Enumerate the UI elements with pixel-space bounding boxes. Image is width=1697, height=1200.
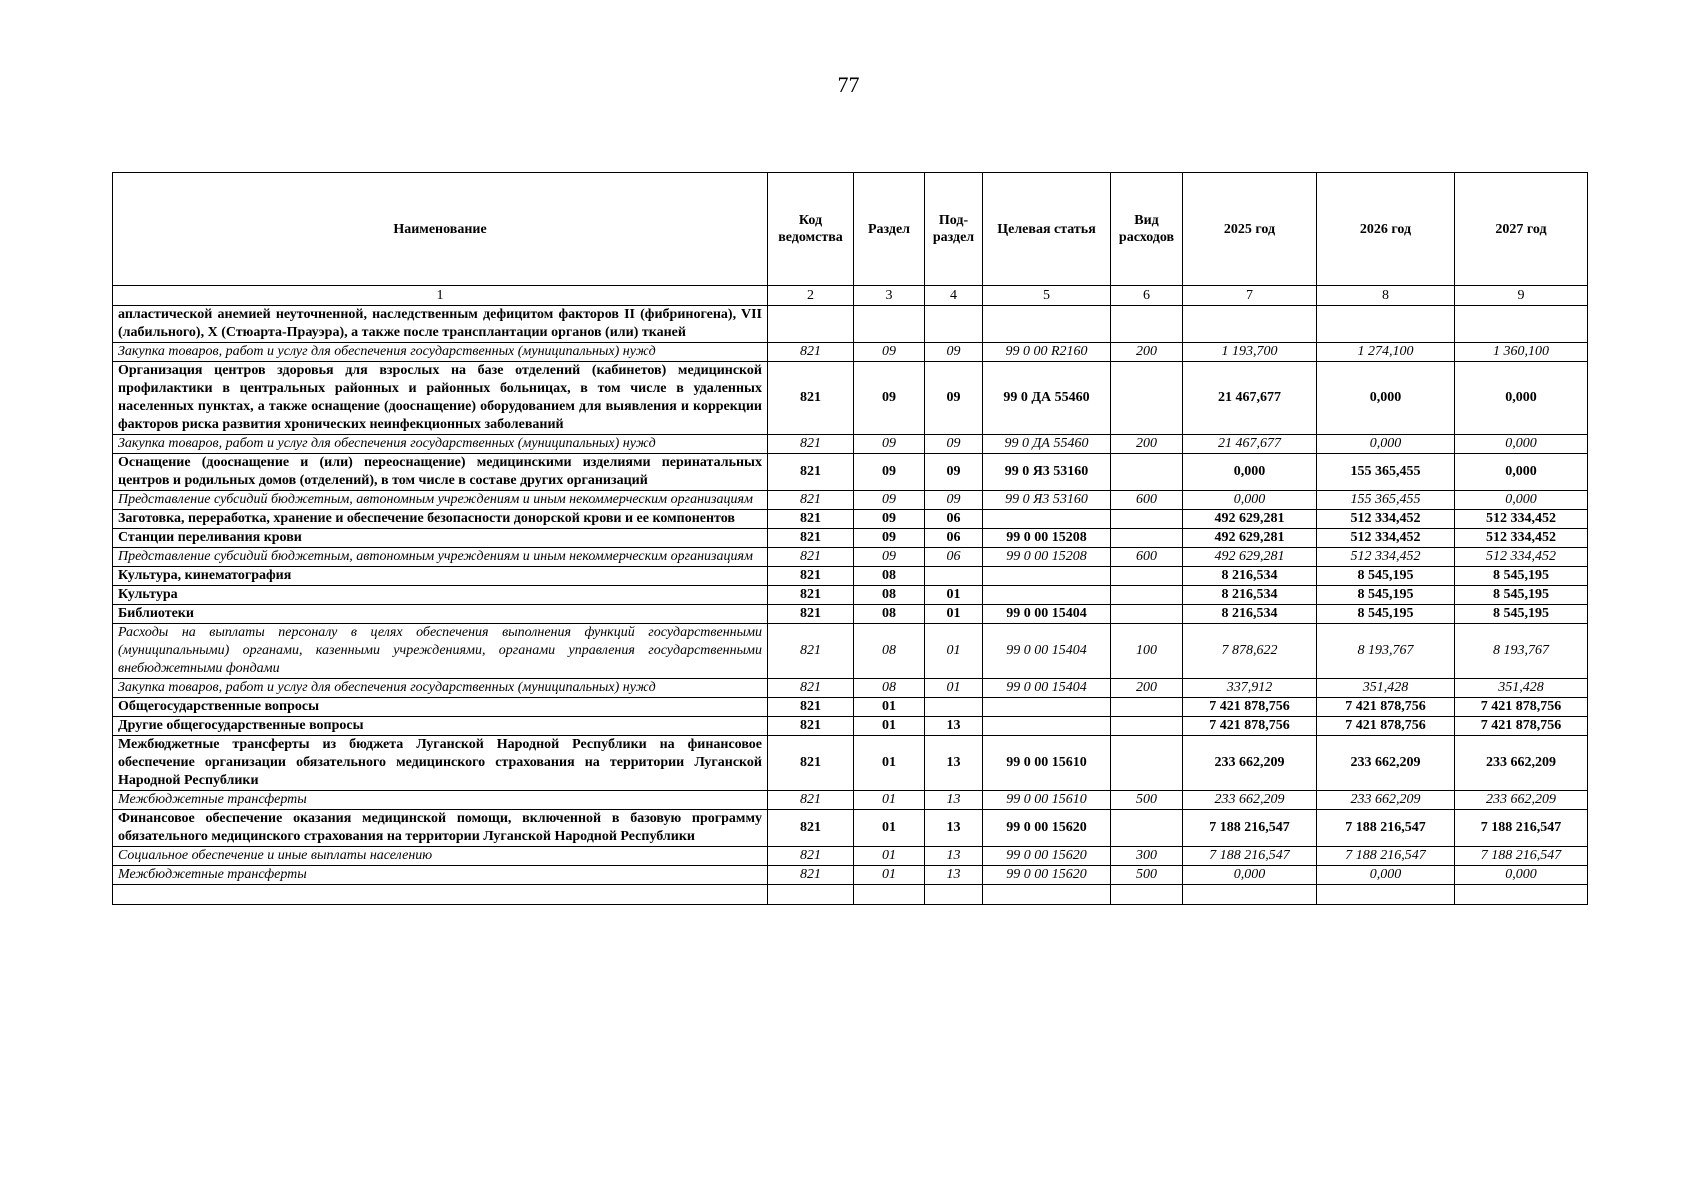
table-row — [113, 362, 1588, 435]
table-row — [113, 529, 1588, 548]
column-number: 7 — [1183, 286, 1317, 306]
section-cell: 09 — [854, 454, 925, 491]
amount-2027-cell — [1455, 306, 1588, 343]
expense-type-cell: 600 — [1111, 491, 1183, 510]
amount-2025-cell: 0,000 — [1183, 454, 1317, 491]
section-cell: 09 — [854, 362, 925, 435]
target-item-cell: 99 0 Я3 53160 — [983, 491, 1111, 510]
expense-type-cell — [1111, 510, 1183, 529]
target-item-cell: 99 0 00 15208 — [983, 529, 1111, 548]
expense-type-cell: 200 — [1111, 679, 1183, 698]
section-cell: 09 — [854, 491, 925, 510]
subsection-cell: 01 — [925, 624, 983, 679]
amount-2025-cell: 7 188 216,547 — [1183, 810, 1317, 847]
row-name-cell: Культура — [113, 586, 768, 605]
table-row — [113, 847, 1588, 866]
amount-2026-cell: 7 421 878,756 — [1317, 698, 1455, 717]
table-row — [113, 736, 1588, 791]
amount-2027-cell: 512 334,452 — [1455, 548, 1588, 567]
header-name: Наименование — [113, 173, 768, 286]
department-code-cell — [768, 885, 854, 905]
table-row — [113, 567, 1588, 586]
section-cell — [854, 306, 925, 343]
department-code-cell: 821 — [768, 343, 854, 362]
column-number: 8 — [1317, 286, 1455, 306]
department-code-cell: 821 — [768, 548, 854, 567]
table-row — [113, 343, 1588, 362]
department-code-cell: 821 — [768, 454, 854, 491]
amount-2025-cell — [1183, 885, 1317, 905]
table-row — [113, 810, 1588, 847]
expense-type-cell: 200 — [1111, 435, 1183, 454]
amount-2027-cell: 512 334,452 — [1455, 529, 1588, 548]
amount-2026-cell: 8 545,195 — [1317, 605, 1455, 624]
section-cell: 01 — [854, 866, 925, 885]
subsection-cell: 06 — [925, 510, 983, 529]
amount-2027-cell: 8 545,195 — [1455, 605, 1588, 624]
amount-2025-cell: 492 629,281 — [1183, 510, 1317, 529]
header-subsection: Под-раздел — [925, 173, 983, 286]
table-row — [113, 605, 1588, 624]
department-code-cell: 821 — [768, 491, 854, 510]
subsection-cell: 09 — [925, 343, 983, 362]
target-item-cell — [983, 567, 1111, 586]
amount-2027-cell: 7 188 216,547 — [1455, 847, 1588, 866]
table-row — [113, 866, 1588, 885]
subsection-cell: 06 — [925, 529, 983, 548]
subsection-cell — [925, 306, 983, 343]
subsection-cell: 13 — [925, 736, 983, 791]
target-item-cell: 99 0 00 R2160 — [983, 343, 1111, 362]
amount-2026-cell: 8 545,195 — [1317, 586, 1455, 605]
subsection-cell: 01 — [925, 586, 983, 605]
department-code-cell: 821 — [768, 605, 854, 624]
budget-table — [112, 172, 1588, 905]
amount-2026-cell: 155 365,455 — [1317, 454, 1455, 491]
amount-2026-cell — [1317, 306, 1455, 343]
target-item-cell: 99 0 00 15404 — [983, 679, 1111, 698]
subsection-cell: 09 — [925, 454, 983, 491]
target-item-cell: 99 0 00 15610 — [983, 736, 1111, 791]
expense-type-cell — [1111, 885, 1183, 905]
amount-2026-cell: 512 334,452 — [1317, 529, 1455, 548]
table-header-row — [113, 173, 1588, 286]
expense-type-cell — [1111, 717, 1183, 736]
row-name-cell: Финансовое обеспечение оказания медицинской помощи, включенной в базовую программу обязательного медицинского страхования на территории Луганской Народной Республики — [113, 810, 768, 847]
amount-2026-cell: 233 662,209 — [1317, 791, 1455, 810]
amount-2025-cell: 7 878,622 — [1183, 624, 1317, 679]
amount-2027-cell: 7 421 878,756 — [1455, 698, 1588, 717]
amount-2026-cell — [1317, 885, 1455, 905]
amount-2026-cell: 8 545,195 — [1317, 567, 1455, 586]
section-cell: 08 — [854, 679, 925, 698]
target-item-cell: 99 0 00 15610 — [983, 791, 1111, 810]
row-name-cell: Закупка товаров, работ и услуг для обеспечения государственных (муниципальных) нужд — [113, 435, 768, 454]
row-name-cell: Заготовка, переработка, хранение и обеспечение безопасности донорской крови и ее компонентов — [113, 510, 768, 529]
section-cell: 09 — [854, 529, 925, 548]
subsection-cell: 13 — [925, 717, 983, 736]
expense-type-cell: 600 — [1111, 548, 1183, 567]
table-row — [113, 454, 1588, 491]
expense-type-cell: 500 — [1111, 866, 1183, 885]
table-row — [113, 791, 1588, 810]
department-code-cell: 821 — [768, 510, 854, 529]
amount-2027-cell: 8 545,195 — [1455, 586, 1588, 605]
column-number: 4 — [925, 286, 983, 306]
department-code-cell: 821 — [768, 866, 854, 885]
department-code-cell: 821 — [768, 791, 854, 810]
column-number: 9 — [1455, 286, 1588, 306]
amount-2026-cell: 7 421 878,756 — [1317, 717, 1455, 736]
row-name-cell — [113, 885, 768, 905]
amount-2025-cell — [1183, 306, 1317, 343]
target-item-cell — [983, 586, 1111, 605]
amount-2026-cell: 0,000 — [1317, 362, 1455, 435]
amount-2025-cell: 0,000 — [1183, 866, 1317, 885]
expense-type-cell: 100 — [1111, 624, 1183, 679]
expense-type-cell — [1111, 529, 1183, 548]
amount-2027-cell: 233 662,209 — [1455, 791, 1588, 810]
table-row — [113, 435, 1588, 454]
row-name-cell: Закупка товаров, работ и услуг для обеспечения государственных (муниципальных) нужд — [113, 343, 768, 362]
row-name-cell: Оснащение (дооснащение и (или) переоснащение) медицинскими изделиями перинатальных центров и родильных домов (отделений), в том числе в составе других организаций — [113, 454, 768, 491]
target-item-cell — [983, 885, 1111, 905]
amount-2025-cell: 7 421 878,756 — [1183, 698, 1317, 717]
amount-2026-cell: 1 274,100 — [1317, 343, 1455, 362]
header-year-2025: 2025 год — [1183, 173, 1317, 286]
amount-2026-cell: 7 188 216,547 — [1317, 847, 1455, 866]
table-row — [113, 548, 1588, 567]
expense-type-cell — [1111, 698, 1183, 717]
row-name-cell: апластической анемией неуточненной, наследственным дефицитом факторов II (фибриногена), VII (лабильного), X (Стюарта-Прауэра), а также после трансплантации органов (или) тканей — [113, 306, 768, 343]
target-item-cell — [983, 306, 1111, 343]
subsection-cell — [925, 885, 983, 905]
subsection-cell: 06 — [925, 548, 983, 567]
section-cell: 01 — [854, 717, 925, 736]
department-code-cell: 821 — [768, 586, 854, 605]
subsection-cell: 13 — [925, 847, 983, 866]
amount-2027-cell: 351,428 — [1455, 679, 1588, 698]
department-code-cell: 821 — [768, 529, 854, 548]
table-row — [113, 624, 1588, 679]
table-row — [113, 586, 1588, 605]
amount-2027-cell: 1 360,100 — [1455, 343, 1588, 362]
expense-type-cell: 500 — [1111, 791, 1183, 810]
expense-type-cell — [1111, 567, 1183, 586]
target-item-cell: 99 0 Я3 53160 — [983, 454, 1111, 491]
page-number: 77 — [837, 72, 860, 97]
row-name-cell: Библиотеки — [113, 605, 768, 624]
amount-2026-cell: 8 193,767 — [1317, 624, 1455, 679]
expense-type-cell: 300 — [1111, 847, 1183, 866]
section-cell: 01 — [854, 736, 925, 791]
amount-2025-cell: 7 188 216,547 — [1183, 847, 1317, 866]
section-cell: 01 — [854, 791, 925, 810]
target-item-cell: 99 0 00 15620 — [983, 866, 1111, 885]
section-cell: 09 — [854, 548, 925, 567]
amount-2027-cell: 7 188 216,547 — [1455, 810, 1588, 847]
target-item-cell — [983, 698, 1111, 717]
amount-2027-cell — [1455, 885, 1588, 905]
department-code-cell — [768, 306, 854, 343]
amount-2026-cell: 512 334,452 — [1317, 548, 1455, 567]
row-name-cell: Другие общегосударственные вопросы — [113, 717, 768, 736]
target-item-cell: 99 0 00 15620 — [983, 810, 1111, 847]
header-year-2027: 2027 год — [1455, 173, 1588, 286]
amount-2025-cell: 8 216,534 — [1183, 605, 1317, 624]
amount-2027-cell: 7 421 878,756 — [1455, 717, 1588, 736]
section-cell: 01 — [854, 810, 925, 847]
amount-2025-cell: 8 216,534 — [1183, 567, 1317, 586]
row-name-cell: Закупка товаров, работ и услуг для обеспечения государственных (муниципальных) нужд — [113, 679, 768, 698]
section-cell: 09 — [854, 435, 925, 454]
department-code-cell: 821 — [768, 362, 854, 435]
amount-2027-cell: 233 662,209 — [1455, 736, 1588, 791]
amount-2025-cell: 337,912 — [1183, 679, 1317, 698]
header-expense-type: Вид расходов — [1111, 173, 1183, 286]
target-item-cell — [983, 510, 1111, 529]
expense-type-cell — [1111, 454, 1183, 491]
expense-type-cell — [1111, 810, 1183, 847]
subsection-cell: 01 — [925, 679, 983, 698]
amount-2027-cell: 8 545,195 — [1455, 567, 1588, 586]
department-code-cell: 821 — [768, 435, 854, 454]
row-name-cell: Межбюджетные трансферты — [113, 866, 768, 885]
column-number: 5 — [983, 286, 1111, 306]
amount-2025-cell: 21 467,677 — [1183, 435, 1317, 454]
amount-2027-cell: 8 193,767 — [1455, 624, 1588, 679]
row-name-cell: Организация центров здоровья для взрослых на базе отделений (кабинетов) медицинской профилактики в центральных районных и районных больницах, в том числе в удаленных населенных пунктах, а также оснащение (дооснащение) оборудованием для выявления и коррекции факторов риска развития хронических неинфекционных заболеваний — [113, 362, 768, 435]
column-number: 6 — [1111, 286, 1183, 306]
header-department-code: Код ведомства — [768, 173, 854, 286]
section-cell: 01 — [854, 847, 925, 866]
amount-2025-cell: 492 629,281 — [1183, 548, 1317, 567]
subsection-cell: 09 — [925, 362, 983, 435]
row-name-cell: Станции переливания крови — [113, 529, 768, 548]
department-code-cell: 821 — [768, 810, 854, 847]
expense-type-cell — [1111, 736, 1183, 791]
department-code-cell: 821 — [768, 679, 854, 698]
column-number: 1 — [113, 286, 768, 306]
table-body — [113, 286, 1588, 905]
row-name-cell: Межбюджетные трансферты — [113, 791, 768, 810]
amount-2025-cell: 8 216,534 — [1183, 586, 1317, 605]
row-name-cell: Культура, кинематография — [113, 567, 768, 586]
row-name-cell: Расходы на выплаты персоналу в целях обеспечения выполнения функций государственными (муниципальными) органами, казенными учреждениями, органами управления государственными внебюджетными фондами — [113, 624, 768, 679]
table-row — [113, 491, 1588, 510]
target-item-cell: 99 0 00 15404 — [983, 605, 1111, 624]
table-row — [113, 306, 1588, 343]
subsection-cell: 01 — [925, 605, 983, 624]
amount-2026-cell: 351,428 — [1317, 679, 1455, 698]
section-cell: 08 — [854, 624, 925, 679]
row-name-cell: Социальное обеспечение и иные выплаты населению — [113, 847, 768, 866]
amount-2026-cell: 155 365,455 — [1317, 491, 1455, 510]
row-name-cell: Межбюджетные трансферты из бюджета Луганской Народной Республики на финансовое обеспечение организации обязательного медицинского страхования на территории Луганской Народной Республики — [113, 736, 768, 791]
amount-2027-cell: 0,000 — [1455, 435, 1588, 454]
department-code-cell: 821 — [768, 736, 854, 791]
target-item-cell: 99 0 ДА 55460 — [983, 362, 1111, 435]
table-row — [113, 717, 1588, 736]
amount-2026-cell: 0,000 — [1317, 866, 1455, 885]
amount-2026-cell: 512 334,452 — [1317, 510, 1455, 529]
department-code-cell: 821 — [768, 717, 854, 736]
subsection-cell: 13 — [925, 791, 983, 810]
target-item-cell: 99 0 00 15404 — [983, 624, 1111, 679]
row-name-cell: Представление субсидий бюджетным, автономным учреждениям и иным некоммерческим организациям — [113, 491, 768, 510]
subsection-cell: 13 — [925, 810, 983, 847]
amount-2027-cell: 512 334,452 — [1455, 510, 1588, 529]
amount-2025-cell: 492 629,281 — [1183, 529, 1317, 548]
table-row — [113, 679, 1588, 698]
department-code-cell: 821 — [768, 698, 854, 717]
column-number: 2 — [768, 286, 854, 306]
row-name-cell: Общегосударственные вопросы — [113, 698, 768, 717]
amount-2025-cell: 21 467,677 — [1183, 362, 1317, 435]
amount-2025-cell: 1 193,700 — [1183, 343, 1317, 362]
column-number: 3 — [854, 286, 925, 306]
department-code-cell: 821 — [768, 624, 854, 679]
expense-type-cell — [1111, 605, 1183, 624]
amount-2025-cell: 233 662,209 — [1183, 791, 1317, 810]
table-row — [113, 698, 1588, 717]
section-cell: 08 — [854, 586, 925, 605]
amount-2026-cell: 7 188 216,547 — [1317, 810, 1455, 847]
table-row — [113, 510, 1588, 529]
subsection-cell — [925, 698, 983, 717]
expense-type-cell — [1111, 586, 1183, 605]
expense-type-cell — [1111, 362, 1183, 435]
section-cell: 09 — [854, 343, 925, 362]
amount-2026-cell: 0,000 — [1317, 435, 1455, 454]
section-cell: 09 — [854, 510, 925, 529]
expense-type-cell — [1111, 306, 1183, 343]
section-cell: 08 — [854, 605, 925, 624]
header-year-2026: 2026 год — [1317, 173, 1455, 286]
column-number-row — [113, 286, 1588, 306]
expense-type-cell: 200 — [1111, 343, 1183, 362]
department-code-cell: 821 — [768, 567, 854, 586]
table-row — [113, 885, 1588, 905]
amount-2025-cell: 7 421 878,756 — [1183, 717, 1317, 736]
target-item-cell: 99 0 ДА 55460 — [983, 435, 1111, 454]
amount-2027-cell: 0,000 — [1455, 454, 1588, 491]
section-cell: 01 — [854, 698, 925, 717]
subsection-cell: 09 — [925, 435, 983, 454]
subsection-cell: 09 — [925, 491, 983, 510]
amount-2027-cell: 0,000 — [1455, 866, 1588, 885]
amount-2027-cell: 0,000 — [1455, 491, 1588, 510]
amount-2026-cell: 233 662,209 — [1317, 736, 1455, 791]
header-section: Раздел — [854, 173, 925, 286]
section-cell: 08 — [854, 567, 925, 586]
target-item-cell: 99 0 00 15620 — [983, 847, 1111, 866]
subsection-cell: 13 — [925, 866, 983, 885]
amount-2025-cell: 233 662,209 — [1183, 736, 1317, 791]
section-cell — [854, 885, 925, 905]
amount-2027-cell: 0,000 — [1455, 362, 1588, 435]
row-name-cell: Представление субсидий бюджетным, автономным учреждениям и иным некоммерческим организациям — [113, 548, 768, 567]
department-code-cell: 821 — [768, 847, 854, 866]
subsection-cell — [925, 567, 983, 586]
target-item-cell — [983, 717, 1111, 736]
amount-2025-cell: 0,000 — [1183, 491, 1317, 510]
header-target-item: Целевая статья — [983, 173, 1111, 286]
target-item-cell: 99 0 00 15208 — [983, 548, 1111, 567]
